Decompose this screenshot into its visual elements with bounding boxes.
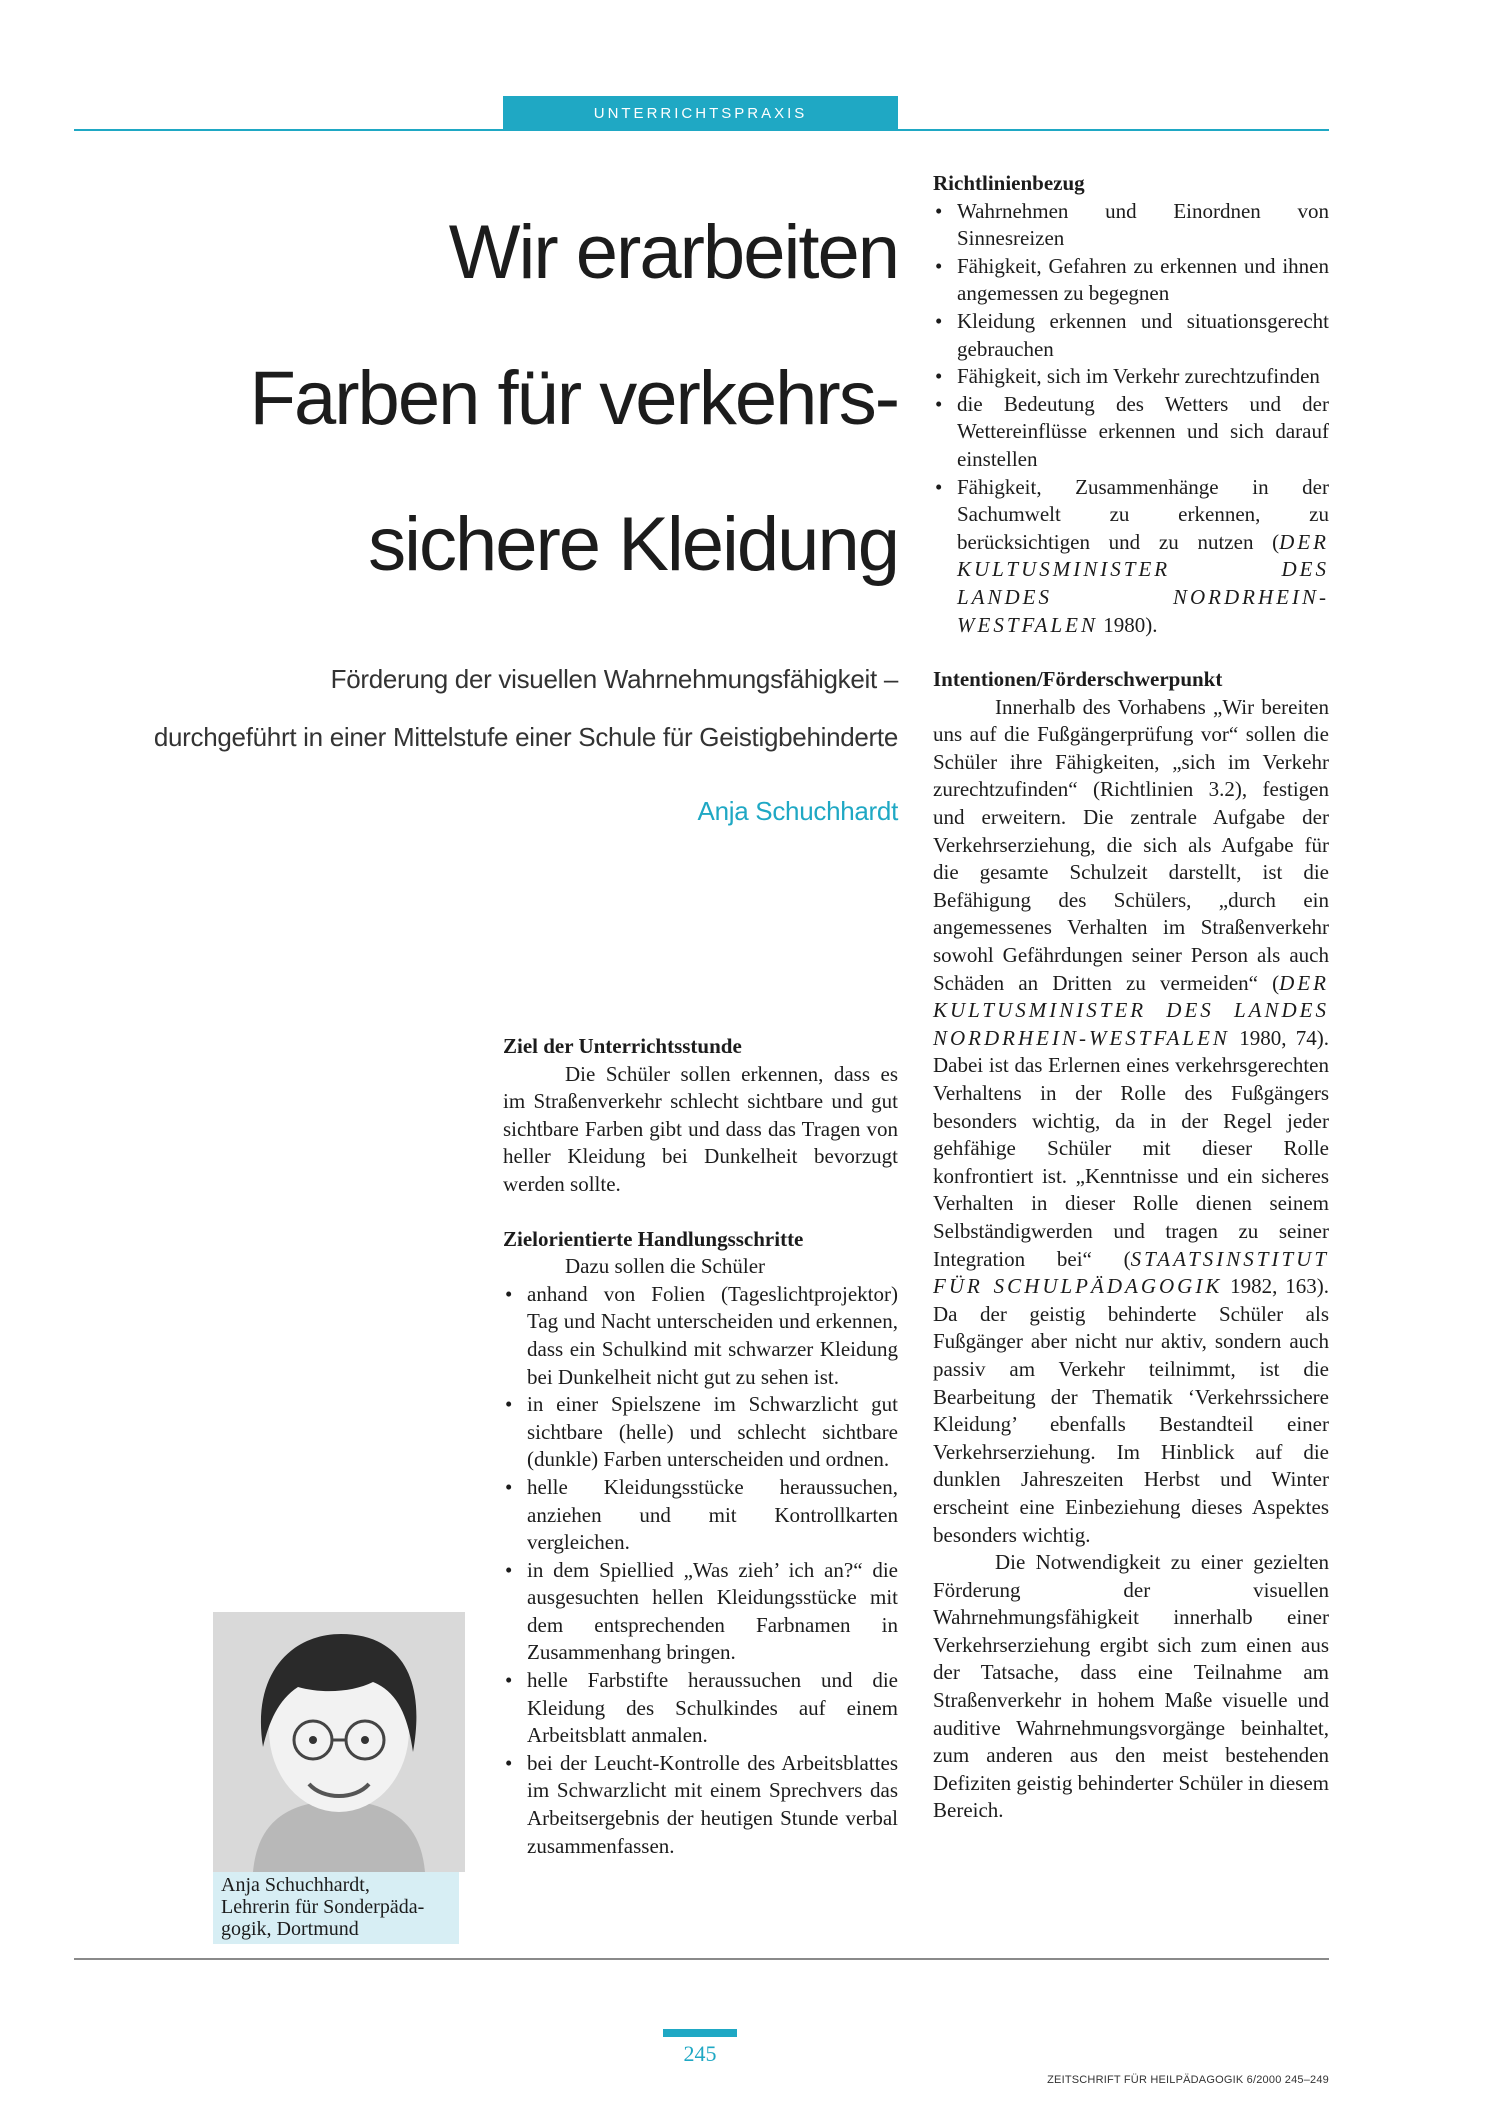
title-line: Wir erarbeiten	[448, 210, 898, 295]
subtitle-line: Förderung der visuellen Wahrnehmungsfähigkeit –	[330, 664, 898, 694]
photo-caption	[213, 1872, 459, 1944]
ziel-paragraph: Die Schüler sollen erkennen, dass es im Straßenverkehr schlecht sichtbare und gut sichtbare Farben gibt und dass das Tragen von heller Kleidung bei Dunkelheit bevorzugt werden sollte.	[503, 1061, 898, 1196]
intentionen-paragraph-1	[933, 694, 1329, 1549]
subtitle-line: durchgeführt in einer Mittelstufe einer Schule für Geistigbehinderte	[153, 722, 898, 752]
caption-line: Anja Schuchhardt,	[221, 1874, 370, 1896]
list-item-text: Fähigkeit, Zusammenhänge in der Sachumwelt zu erkennen, zu berücksichtigen und zu nutzen (	[957, 474, 1329, 554]
journal-reference: ZEITSCHRIFT FÜR HEILPÄDAGOGIK 6/2000 245–249	[1047, 2074, 1329, 2086]
citation: STAATSINSTITUT FÜR SCHULPÄDAGOGIK	[933, 1246, 1329, 1299]
list-item: • Kleidung erkennen und situationsgerecht gebrauchen	[933, 308, 1329, 363]
portrait-image	[213, 1612, 465, 1872]
schritte-heading: Zielorientierte Handlungsschritte	[503, 1226, 804, 1251]
list-item: • anhand von Folien (Tageslichtprojektor) Tag und Nacht unterscheiden und erkennen, dass ein Schulkind mit schwarzer Kleidung bei Dunkelheit nicht gut zu sehen ist.	[503, 1281, 898, 1391]
paragraph-text: 1982, 163). Da der geistig behinderte Schüler als Fußgänger aber nicht nur aktiv, sondern auch passiv am Verkehr teilnimmt, ist die Bearbeitung der Thematik ‘Verkehrssichere Kleidung’ ebenfalls Bestandteil einer Verkehrserziehung. Im Hinblick auf die dunklen Jahreszeiten Herbst und Winter erscheint eine Einbeziehung dieses Aspektes besonders wichtig.	[933, 1274, 1329, 1547]
caption-line: gogik, Dortmund	[221, 1918, 359, 1940]
intentionen-heading: Intentionen/Förderschwerpunkt	[933, 667, 1223, 692]
title-line: Farben für verkehrs-	[249, 356, 898, 441]
paragraph-text: Innerhalb des Vorhabens „Wir bereiten uns auf die Fußgängerprüfung vor“ sollen die Schüler ihre Fähigkeiten, „sich im Verkehr zurechtzufinden“ (Richtlinien 3.2), festigen und erweitern. Die zentrale Aufgabe der Verkehrserziehung, die sich als Aufgabe für die gesamte Schulzeit darstellt, ist die Befähigung des Schülers, „durch ein angemessenes Verhalten im Straßenverkehr sowohl Gefährdungen seiner Person als auch Schäden an Dritten zu vermeiden“ (	[933, 694, 1329, 995]
top-rule	[74, 129, 1329, 131]
author-photo	[213, 1612, 465, 1872]
richtlinien-list	[933, 198, 1329, 640]
section-label: UNTERRICHTSPRAXIS	[503, 96, 898, 130]
right-column	[933, 170, 1329, 1825]
list-item: • bei der Leucht-Kontrolle des Arbeitsblattes im Schwarzlicht mit einem Sprechvers das Arbeitsergebnis der heutigen Stunde verbal zusammenfassen.	[503, 1750, 898, 1860]
author-name: Anja Schuchhardt	[697, 796, 898, 826]
title-line: sichere Kleidung	[368, 502, 898, 587]
list-item: • in dem Spiellied „Was zieh’ ich an?“ die ausgesuchten hellen Kleidungsstücke mit dem entsprechenden Farbnamen in Zusammenhang bringen.	[503, 1557, 898, 1667]
list-item: • die Bedeutung des Wetters und der Wettereinflüsse erkennen und sich darauf einstellen	[933, 391, 1329, 474]
page-tab	[663, 2029, 737, 2037]
schritte-list	[503, 1281, 898, 1860]
list-item: • helle Kleidungsstücke heraussuchen, anziehen und mit Kontrollkarten vergleichen.	[503, 1474, 898, 1557]
ziel-heading: Ziel der Unterrichtsstunde	[503, 1034, 742, 1058]
list-item: • helle Farbstifte heraussuchen und die Kleidung des Schulkindes auf einem Arbeitsblatt anmalen.	[503, 1667, 898, 1750]
list-item: • in einer Spielszene im Schwarzlicht gut sichtbare (helle) und schlecht sichtbare (dunkle) Farben unterscheiden und ordnen.	[503, 1391, 898, 1474]
schritte-intro: Dazu sollen die Schüler	[565, 1254, 766, 1279]
article-title	[160, 180, 898, 618]
list-item: • Wahrnehmen und Einordnen von Sinnesreizen	[933, 198, 1329, 253]
caption-line: Lehrerin für Sonderpäda-	[221, 1896, 425, 1918]
middle-column	[503, 1033, 898, 1860]
list-item-text: 1980).	[1097, 612, 1158, 637]
citation: DER KULTUSMINISTER DES LANDES NORDRHEIN-WESTFALEN	[957, 529, 1329, 637]
list-item: • Fähigkeit, Gefahren zu erkennen und ihnen angemessen zu begegnen	[933, 253, 1329, 308]
article-subtitle	[70, 650, 898, 766]
page-number: 245	[683, 2041, 717, 2066]
richtlinien-heading: Richtlinienbezug	[933, 171, 1085, 195]
paragraph-text: 1980, 74). Dabei ist das Erlernen eines verkehrsgerechten Verhaltens in der Rolle des Fußgängers besonders wichtig, da in der Regel jeder gehfähige Schüler mit dieser Rolle konfrontiert ist. „Kenntnisse und ein sicheres Verhalten in dieser Rolle dienen seinem Selbständigwerden und tragen zu seiner Integration bei“ (	[933, 1025, 1329, 1271]
citation: DER KULTUSMINISTER DES LANDES NORDRHEIN-WESTFALEN	[933, 970, 1329, 1050]
intentionen-paragraph-2: Die Notwendigkeit zu einer gezielten Förderung der visuellen Wahrnehmungsfähigkeit innerhalb einer Verkehrserziehung ergibt sich zum einen aus der Tatsache, dass eine Teilnahme am Straßenverkehr in hohem Maße visuelle und auditive Wahrnehmungsvorgänge beinhaltet, zum anderen aus den meist bestehenden Defiziten geistig behinderter Schüler in diesem Bereich.	[933, 1550, 1329, 1823]
bottom-rule	[74, 1958, 1329, 1960]
list-item	[933, 474, 1329, 640]
list-item: • Fähigkeit, sich im Verkehr zurechtzufinden	[933, 363, 1329, 391]
